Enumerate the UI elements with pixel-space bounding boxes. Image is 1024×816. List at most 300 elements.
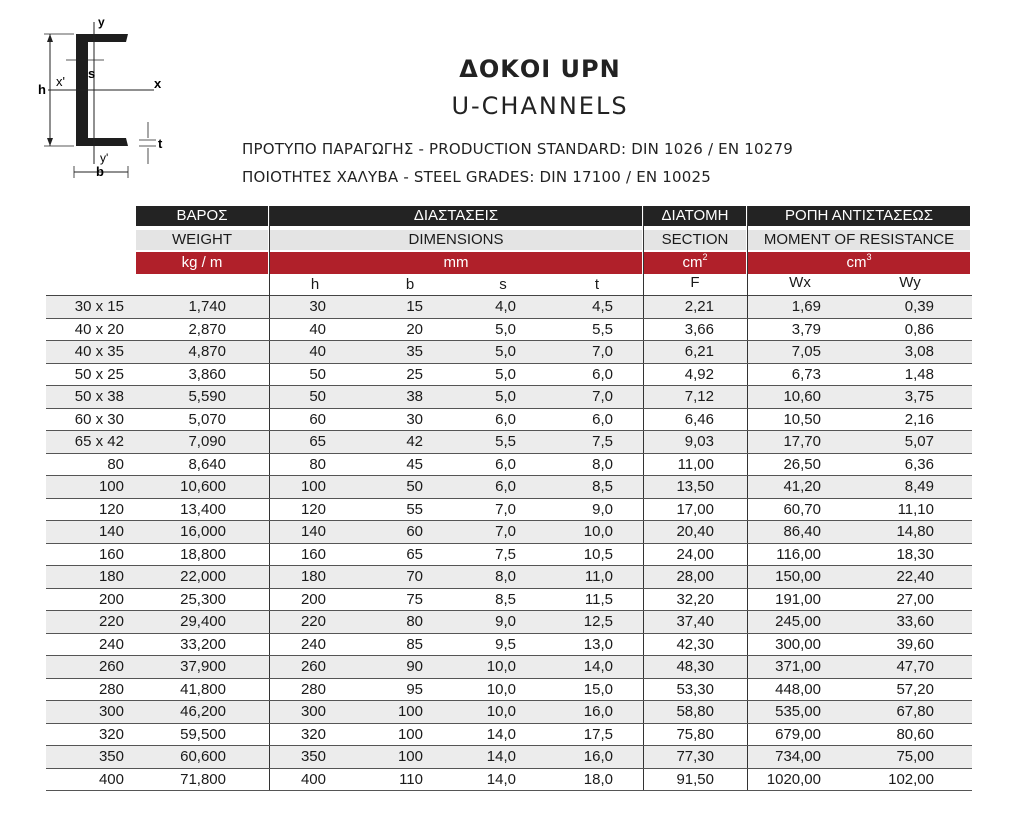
cell-size: 100 xyxy=(98,478,124,495)
cell-s: 9,5 xyxy=(495,635,516,653)
table-row xyxy=(46,679,972,702)
cell-size: 180 xyxy=(98,568,124,585)
table-row xyxy=(46,701,972,724)
cell-b: 80 xyxy=(406,613,423,630)
cell-t: 9,0 xyxy=(592,500,613,518)
header-weight-unit: kg / m xyxy=(136,252,268,274)
cell-wy: 39,60 xyxy=(896,635,934,653)
cell-wy: 6,36 xyxy=(904,455,934,473)
cell-weight: 1,740 xyxy=(188,298,226,315)
cell-wx: 41,20 xyxy=(783,478,821,495)
cell-h: 350 xyxy=(300,748,326,765)
cell-s: 8,5 xyxy=(495,590,516,608)
column-separator xyxy=(269,544,270,566)
header-section-english: SECTION xyxy=(644,230,746,250)
column-separator xyxy=(643,701,644,723)
cell-s: 14,0 xyxy=(486,748,516,765)
cell-s: 7,0 xyxy=(495,500,516,518)
steel-grades: ΠΟΙΟΤΗΤΕΣ ΧΑΛΥΒΑ - STEEL GRADES: DIN 17100 / EN 10025 xyxy=(242,168,711,186)
cell-s: 5,0 xyxy=(495,343,516,360)
cell-wy: 18,30 xyxy=(896,545,934,563)
cell-b: 55 xyxy=(406,500,423,518)
cell-t: 7,5 xyxy=(592,433,613,450)
cell-size: 50 x 25 xyxy=(74,365,124,383)
cell-b: 95 xyxy=(406,680,423,698)
column-separator xyxy=(269,656,270,678)
cell-f: 20,40 xyxy=(676,523,714,540)
column-separator xyxy=(747,386,748,408)
cell-t: 12,5 xyxy=(583,613,613,630)
cell-wx: 734,00 xyxy=(775,748,821,765)
cell-b: 90 xyxy=(406,658,423,675)
cell-h: 60 xyxy=(309,410,326,428)
cell-wx: 371,00 xyxy=(775,658,821,675)
cell-b: 20 xyxy=(406,320,423,338)
cell-b: 110 xyxy=(399,770,423,788)
header-weight-english: WEIGHT xyxy=(136,230,268,250)
cell-wx: 86,40 xyxy=(783,523,821,540)
cell-weight: 7,090 xyxy=(188,433,226,450)
table-row xyxy=(46,746,972,769)
cell-wy: 67,80 xyxy=(896,703,934,720)
column-separator xyxy=(747,521,748,543)
cell-weight: 37,900 xyxy=(180,658,226,675)
column-separator xyxy=(747,656,748,678)
cell-wy: 14,80 xyxy=(896,523,934,540)
cell-wx: 10,60 xyxy=(783,388,821,405)
cell-f: 58,80 xyxy=(676,703,714,720)
cell-t: 11,5 xyxy=(584,590,613,608)
cell-s: 10,0 xyxy=(486,703,516,720)
cell-size: 400 xyxy=(98,770,124,788)
header-moment-english: MOMENT OF RESISTANCE xyxy=(748,230,970,250)
subheader-wy: Wy xyxy=(899,274,921,291)
column-separator xyxy=(747,701,748,723)
header-moment-unit xyxy=(748,252,970,274)
column-separator xyxy=(269,589,270,611)
column-separator xyxy=(269,364,270,386)
column-separator xyxy=(747,746,748,768)
cell-t: 7,0 xyxy=(592,343,613,360)
column-separator xyxy=(269,409,270,431)
cell-h: 140 xyxy=(300,523,326,540)
cell-wy: 27,00 xyxy=(896,590,934,608)
production-standard: ΠΡΟΤΥΠΟ ΠΑΡΑΓΩΓΗΣ - PRODUCTION STANDARD: DIN 1026 / EN 10279 xyxy=(242,140,793,158)
cell-wx: 10,50 xyxy=(783,410,821,428)
header-dimensions-greek: ΔΙΑΣΤΑΣΕΙΣ xyxy=(270,206,642,226)
cell-wx: 26,50 xyxy=(783,455,821,473)
column-separator xyxy=(643,746,644,768)
subheader-s: s xyxy=(499,276,507,293)
cell-weight: 2,870 xyxy=(188,320,226,338)
table-row xyxy=(46,499,972,522)
cell-size: 60 x 30 xyxy=(74,410,124,428)
cell-b: 65 xyxy=(406,545,423,563)
cell-f: 53,30 xyxy=(676,680,714,698)
label-s: s xyxy=(88,66,96,81)
cell-t: 8,5 xyxy=(592,478,613,495)
cell-b: 50 xyxy=(406,478,423,495)
column-separator xyxy=(269,386,270,408)
cell-size: 280 xyxy=(98,680,124,698)
table-row xyxy=(46,319,972,342)
cell-f: 6,46 xyxy=(684,410,714,428)
cell-f: 42,30 xyxy=(676,635,714,653)
column-separator xyxy=(747,341,748,363)
cell-b: 45 xyxy=(406,455,423,473)
column-separator xyxy=(747,679,748,701)
cell-wx: 150,00 xyxy=(775,568,821,585)
cell-s: 5,5 xyxy=(495,433,516,450)
cell-f: 7,12 xyxy=(684,388,714,405)
label-h: h xyxy=(38,82,46,97)
cell-s: 6,0 xyxy=(495,455,516,473)
cell-size: 260 xyxy=(98,658,124,675)
cell-f: 13,50 xyxy=(676,478,714,495)
table-row xyxy=(46,769,972,792)
cell-s: 6,0 xyxy=(495,410,516,428)
moment-unit-base: cm xyxy=(846,254,867,271)
cell-h: 40 xyxy=(309,320,326,338)
table-row xyxy=(46,386,972,409)
column-separator xyxy=(269,634,270,656)
cell-weight: 13,400 xyxy=(180,500,226,518)
cell-wy: 57,20 xyxy=(896,680,934,698)
cell-wy: 3,08 xyxy=(904,343,934,360)
label-x: x xyxy=(154,76,162,91)
cell-f: 48,30 xyxy=(676,658,714,675)
subheader-wx: Wx xyxy=(789,274,811,291)
cell-b: 42 xyxy=(406,433,423,450)
cell-wx: 535,00 xyxy=(775,703,821,720)
cell-h: 100 xyxy=(300,478,326,495)
column-separator xyxy=(747,634,748,656)
cell-wy: 1,48 xyxy=(904,365,934,383)
cell-b: 60 xyxy=(406,523,423,540)
cell-t: 7,0 xyxy=(592,388,613,405)
cell-h: 120 xyxy=(300,500,326,518)
column-separator xyxy=(747,409,748,431)
column-separator xyxy=(269,746,270,768)
cell-size: 40 x 20 xyxy=(74,320,124,338)
cell-weight: 25,300 xyxy=(180,590,226,608)
cell-h: 280 xyxy=(300,680,326,698)
table-row xyxy=(46,724,972,747)
column-separator xyxy=(269,611,270,633)
cell-size: 300 xyxy=(98,703,124,720)
column-separator xyxy=(643,319,644,341)
cell-wx: 17,70 xyxy=(783,433,821,450)
column-separator xyxy=(269,476,270,498)
column-separator xyxy=(747,769,748,791)
header-section-greek: ΔΙΑΤΟΜΗ xyxy=(644,206,746,226)
subheader-f: F xyxy=(690,274,700,291)
cell-t: 8,0 xyxy=(592,455,613,473)
cell-b: 70 xyxy=(406,568,423,585)
column-separator xyxy=(643,454,644,476)
cell-wx: 3,79 xyxy=(791,320,821,338)
cell-b: 100 xyxy=(397,725,423,743)
cell-h: 300 xyxy=(300,703,326,720)
cell-t: 10,0 xyxy=(583,523,613,540)
header-dimensions-english: DIMENSIONS xyxy=(270,230,642,250)
cell-weight: 41,800 xyxy=(180,680,226,698)
cell-f: 11,00 xyxy=(677,455,714,473)
cell-b: 35 xyxy=(406,343,423,360)
cell-wx: 448,00 xyxy=(775,680,821,698)
cell-wx: 7,05 xyxy=(791,343,821,360)
cell-f: 17,00 xyxy=(676,500,714,518)
cell-t: 18,0 xyxy=(583,770,613,788)
column-separator xyxy=(643,769,644,791)
cell-size: 200 xyxy=(98,590,124,608)
cell-size: 50 x 38 xyxy=(74,388,124,405)
cell-t: 17,5 xyxy=(583,725,613,743)
column-separator xyxy=(643,566,644,588)
column-separator xyxy=(643,386,644,408)
cell-wy: 0,39 xyxy=(904,298,934,315)
header-dimensions-unit: mm xyxy=(270,252,642,274)
table-row xyxy=(46,409,972,432)
cell-f: 75,80 xyxy=(676,725,714,743)
cell-wy: 2,16 xyxy=(904,410,934,428)
cell-wy: 47,70 xyxy=(896,658,934,675)
cell-h: 30 xyxy=(309,298,326,315)
cell-wy: 3,75 xyxy=(904,388,934,405)
cell-wx: 6,73 xyxy=(791,365,821,383)
cell-wy: 33,60 xyxy=(896,613,934,630)
subheader-t: t xyxy=(594,276,600,293)
subheader-b: b xyxy=(405,276,415,293)
cell-wx: 1020,00 xyxy=(766,770,821,788)
column-separator xyxy=(269,769,270,791)
cell-f: 24,00 xyxy=(676,545,714,563)
cell-s: 6,0 xyxy=(495,478,516,495)
column-separator xyxy=(747,454,748,476)
cell-t: 4,5 xyxy=(592,298,613,315)
cell-wy: 5,07 xyxy=(904,433,934,450)
column-separator xyxy=(643,476,644,498)
table-row xyxy=(46,521,972,544)
column-separator xyxy=(269,296,270,318)
cell-weight: 46,200 xyxy=(180,703,226,720)
cell-weight: 60,600 xyxy=(180,748,226,765)
cell-h: 50 xyxy=(309,365,326,383)
cell-f: 28,00 xyxy=(676,568,714,585)
cell-h: 320 xyxy=(300,725,326,743)
column-separator xyxy=(747,566,748,588)
cell-b: 15 xyxy=(406,298,423,315)
table-row xyxy=(46,634,972,657)
cell-b: 100 xyxy=(397,703,423,720)
cell-size: 350 xyxy=(98,748,124,765)
cell-wy: 80,60 xyxy=(896,725,934,743)
label-b: b xyxy=(96,164,104,179)
cell-h: 260 xyxy=(300,658,326,675)
table-row xyxy=(46,566,972,589)
cell-wy: 11,10 xyxy=(897,500,934,518)
label-y-prime: y' xyxy=(100,151,109,165)
cell-wy: 22,40 xyxy=(896,568,934,585)
column-separator xyxy=(747,589,748,611)
cell-s: 14,0 xyxy=(486,770,516,788)
column-separator xyxy=(269,319,270,341)
title-greek: ΔΟΚΟΙ UPN xyxy=(459,55,621,83)
cell-weight: 3,860 xyxy=(188,365,226,383)
cell-wx: 1,69 xyxy=(791,298,821,315)
table-row xyxy=(46,341,972,364)
section-unit-exp: 2 xyxy=(702,252,708,262)
cell-size: 240 xyxy=(98,635,124,653)
table-row xyxy=(46,656,972,679)
cell-t: 5,5 xyxy=(592,320,613,338)
cell-weight: 29,400 xyxy=(180,613,226,630)
cell-t: 6,0 xyxy=(592,365,613,383)
column-separator xyxy=(643,656,644,678)
table-body xyxy=(46,296,972,791)
cell-s: 5,0 xyxy=(495,365,516,383)
cell-h: 180 xyxy=(300,568,326,585)
cell-weight: 22,000 xyxy=(180,568,226,585)
table-row xyxy=(46,364,972,387)
cell-f: 37,40 xyxy=(676,613,714,630)
column-separator xyxy=(269,679,270,701)
label-x-prime: x' xyxy=(56,74,65,89)
cell-s: 4,0 xyxy=(495,298,516,315)
cell-b: 25 xyxy=(406,365,423,383)
column-separator xyxy=(643,296,644,318)
cell-weight: 4,870 xyxy=(188,343,226,360)
table-row xyxy=(46,431,972,454)
cell-weight: 16,000 xyxy=(180,523,226,540)
column-separator xyxy=(269,521,270,543)
cell-f: 32,20 xyxy=(676,590,714,608)
cell-s: 14,0 xyxy=(486,725,516,743)
cell-wx: 245,00 xyxy=(775,613,821,630)
cell-t: 6,0 xyxy=(592,410,613,428)
cell-s: 10,0 xyxy=(486,680,516,698)
cell-size: 320 xyxy=(98,725,124,743)
cell-f: 6,21 xyxy=(684,343,714,360)
cell-wy: 102,00 xyxy=(888,770,934,788)
cell-t: 16,0 xyxy=(583,748,613,765)
column-separator xyxy=(643,499,644,521)
column-separator xyxy=(747,611,748,633)
column-separator xyxy=(269,431,270,453)
cell-weight: 8,640 xyxy=(188,455,226,473)
cell-size: 120 xyxy=(98,500,124,518)
cell-weight: 5,070 xyxy=(188,410,226,428)
table-row xyxy=(46,589,972,612)
column-separator xyxy=(643,431,644,453)
cell-s: 10,0 xyxy=(486,658,516,675)
column-separator xyxy=(269,701,270,723)
cell-t: 11,0 xyxy=(584,568,613,585)
cell-wx: 116,00 xyxy=(776,545,821,563)
cell-h: 400 xyxy=(300,770,326,788)
table-row xyxy=(46,454,972,477)
column-separator xyxy=(643,589,644,611)
cell-wx: 60,70 xyxy=(783,500,821,518)
cell-h: 65 xyxy=(309,433,326,450)
column-separator xyxy=(643,341,644,363)
cell-t: 16,0 xyxy=(583,703,613,720)
column-separator xyxy=(269,454,270,476)
cell-b: 75 xyxy=(406,590,423,608)
column-separator xyxy=(269,341,270,363)
column-separator xyxy=(643,634,644,656)
label-y: y xyxy=(98,15,105,29)
column-separator xyxy=(747,364,748,386)
cell-b: 100 xyxy=(397,748,423,765)
cell-b: 38 xyxy=(406,388,423,405)
cell-f: 2,21 xyxy=(684,298,714,315)
cell-size: 160 xyxy=(98,545,124,563)
cell-s: 8,0 xyxy=(495,568,516,585)
cell-weight: 71,800 xyxy=(180,770,226,788)
cell-s: 5,0 xyxy=(495,320,516,338)
cell-h: 160 xyxy=(300,545,326,563)
cell-t: 14,0 xyxy=(583,658,613,675)
cell-weight: 5,590 xyxy=(188,388,226,405)
label-t: t xyxy=(158,136,163,151)
cell-h: 200 xyxy=(300,590,326,608)
cell-t: 13,0 xyxy=(583,635,613,653)
column-separator xyxy=(643,364,644,386)
cell-s: 7,5 xyxy=(495,545,516,563)
cell-s: 9,0 xyxy=(495,613,516,630)
section-unit-base: cm xyxy=(682,254,703,271)
cell-weight: 33,200 xyxy=(180,635,226,653)
table-row xyxy=(46,476,972,499)
column-separator xyxy=(747,499,748,521)
header-section-unit xyxy=(644,252,746,274)
cell-wy: 8,49 xyxy=(904,478,934,495)
cell-f: 9,03 xyxy=(684,433,714,450)
column-separator xyxy=(747,544,748,566)
cell-weight: 59,500 xyxy=(180,725,226,743)
cell-h: 50 xyxy=(309,388,326,405)
column-separator xyxy=(269,724,270,746)
cell-f: 91,50 xyxy=(676,770,714,788)
table-row xyxy=(46,544,972,567)
cell-s: 5,0 xyxy=(495,388,516,405)
cell-weight: 18,800 xyxy=(180,545,226,563)
header-weight-greek: ΒΑΡΟΣ xyxy=(136,206,268,226)
cell-size: 65 x 42 xyxy=(74,433,124,450)
cell-f: 77,30 xyxy=(676,748,714,765)
cell-b: 30 xyxy=(406,410,423,428)
table-row xyxy=(46,296,972,319)
column-separator xyxy=(747,319,748,341)
column-separator xyxy=(747,724,748,746)
column-separator xyxy=(643,724,644,746)
column-separator xyxy=(747,476,748,498)
cell-wx: 300,00 xyxy=(775,635,821,653)
cell-size: 220 xyxy=(98,613,124,630)
column-separator xyxy=(269,499,270,521)
cell-size: 40 x 35 xyxy=(74,343,124,360)
cell-size: 140 xyxy=(98,523,124,540)
cell-h: 240 xyxy=(300,635,326,653)
subheader-h: h xyxy=(310,276,320,293)
title-english: U-CHANNELS xyxy=(451,92,629,120)
cell-t: 15,0 xyxy=(583,680,613,698)
column-separator xyxy=(747,296,748,318)
cell-h: 40 xyxy=(309,343,326,360)
column-separator xyxy=(643,409,644,431)
header-moment-greek: ΡΟΠΗ ΑΝΤΙΣΤΑΣΕΩΣ xyxy=(748,206,970,226)
